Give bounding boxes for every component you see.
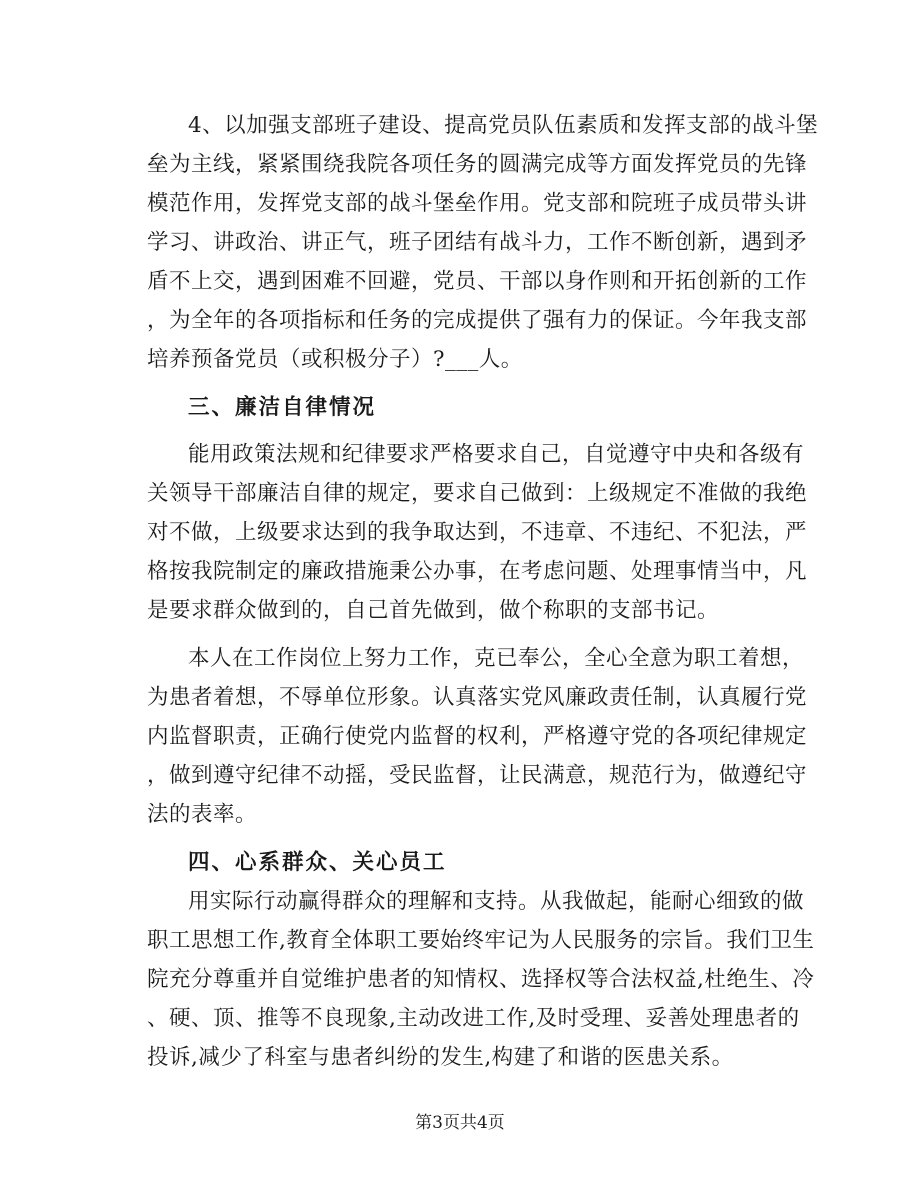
text-line: ，做到遵守纪律不动摇，受民监督，让民满意，规范行为，做遵纪守 [147, 763, 808, 788]
text-line: 本人在工作岗位上努力工作，克已奉公，全心全意为职工着想， [188, 646, 805, 671]
text-line: 盾不上交，遇到困难不回避，党员、干部以身作则和开拓创新的工作 [147, 269, 808, 294]
text-line: 法的表率。 [147, 802, 258, 827]
text-line: 用实际行动赢得群众的理解和支持。从我做起，能耐心细致的做 [188, 889, 805, 914]
text-line: 投诉,减少了科室与患者纠纷的发生,构建了和谐的医患关系。 [147, 1045, 734, 1070]
text-line: 格按我院制定的廉政措施秉公办事，在考虑问题、处理事情当中，凡 [147, 559, 808, 584]
section-heading-4: 四、心系群众、关心员工 [188, 850, 447, 875]
text-line: 院充分尊重并自觉维护患者的知情权、选择权等合法权益,杜绝生、冷 [147, 967, 815, 992]
text-line: ，为全年的各项指标和任务的完成提供了强有力的保证。今年我支部 [147, 308, 808, 333]
page-number-footer: 第3页共4页 [415, 1113, 505, 1133]
text-line: 职工思想工作,教育全体职工要始终牢记为人民服务的宗旨。我们卫生 [147, 928, 815, 953]
text-line: 学习、讲政治、讲正气，班子团结有战斗力，工作不断创新，遇到矛 [147, 230, 808, 255]
text-line: 对不做，上级要求达到的我争取达到，不违章、不违纪、不犯法，严 [147, 520, 808, 545]
text-line: 能用政策法规和纪律要求严格要求自己，自觉遵守中央和各级有 [188, 442, 805, 467]
text-line: 是要求群众做到的，自己首先做到，做个称职的支部书记。 [147, 598, 720, 623]
section-heading-3: 三、廉洁自律情况 [188, 395, 377, 420]
text-line: 培养预备党员（或积极分子）?___人。 [147, 347, 523, 372]
text-line: 关领导干部廉洁自律的规定，要求自己做到：上级规定不准做的我绝 [147, 481, 808, 506]
text-line: 垒为主线，紧紧围绕我院各项任务的圆满完成等方面发挥党员的先锋 [147, 152, 808, 177]
text-line: 内监督职责，正确行使党内监督的权利，严格遵守党的各项纪律规定 [147, 724, 808, 749]
text-line: 4、以加强支部班子建设、提高党员队伍素质和发挥支部的战斗堡 [188, 113, 819, 138]
text-line: 为患者着想，不辱单位形象。认真落实党风廉政责任制，认真履行党 [147, 685, 808, 710]
text-line: 模范作用，发挥党支部的战斗堡垒作用。党支部和院班子成员带头讲 [147, 191, 808, 216]
text-line: 、硬、顶、推等不良现象,主动改进工作,及时受理、妥善处理患者的 [147, 1006, 800, 1031]
